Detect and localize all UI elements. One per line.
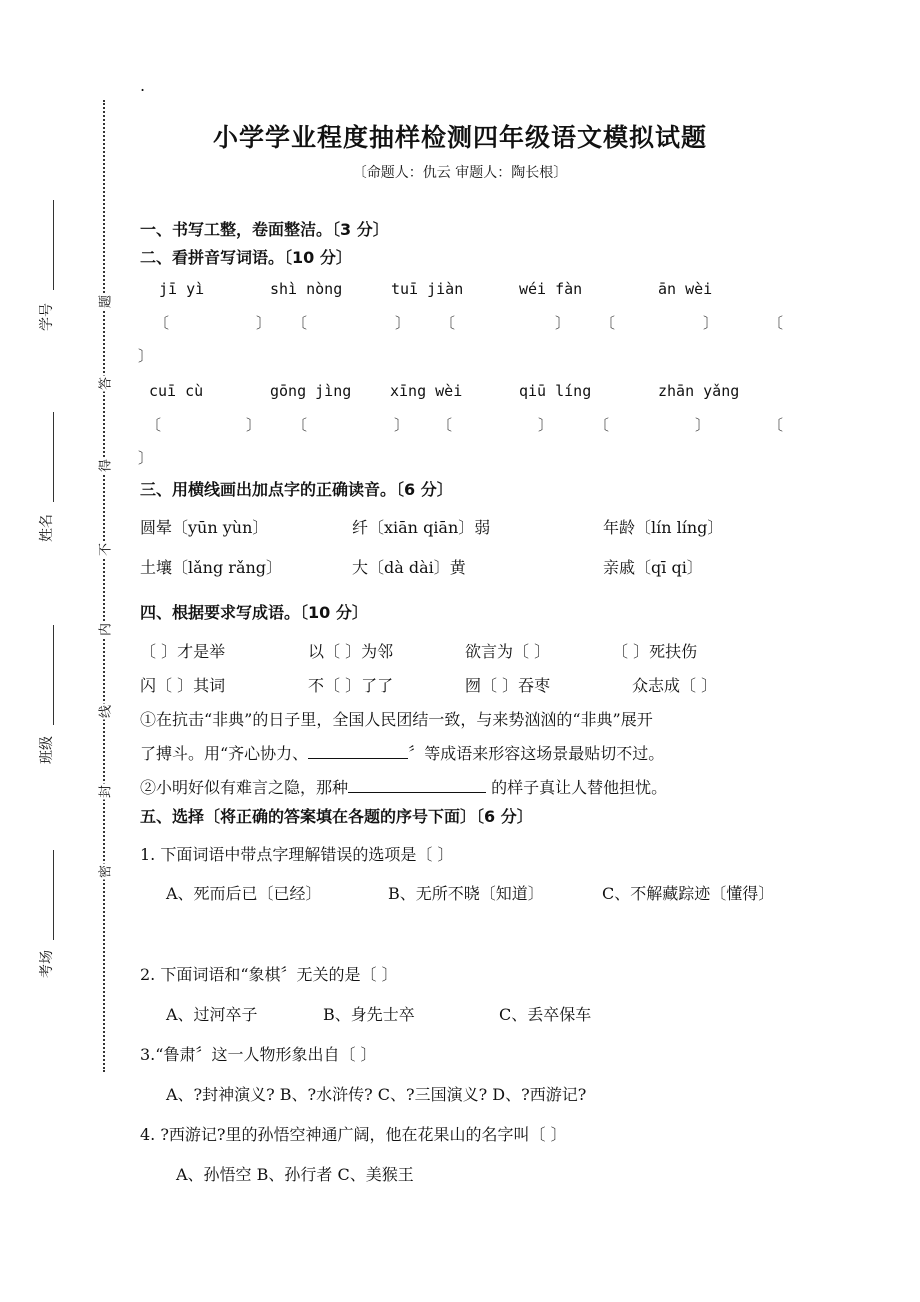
idiom-question-1-prefix: 了搏斗。用“齐心协力、 xyxy=(140,744,309,763)
seal-char: 得 xyxy=(95,458,114,474)
answer-bracket-close: 〕 xyxy=(256,314,272,332)
answer-bracket-open[interactable]: 〔 xyxy=(594,416,610,434)
choice-option: C、不解藏踪迹〔懂得〕 xyxy=(602,884,775,903)
choice-option: A、过河卒子 xyxy=(166,1005,258,1024)
answer-bracket-close: 〕 xyxy=(703,314,719,332)
pinyin-item: shì nòng xyxy=(270,280,343,298)
class-line xyxy=(53,625,54,725)
seal-char: 题 xyxy=(95,294,114,310)
pinyin-item: tuī jiàn xyxy=(391,280,464,298)
idiom-item[interactable]: 〔 〕死扶伤 xyxy=(612,642,698,661)
pinyin-item: gōng jìng xyxy=(270,382,352,400)
answer-bracket-open[interactable]: 〔 xyxy=(154,314,170,332)
answer-bracket-open[interactable]: 〔 xyxy=(146,416,162,434)
idiom-question-1-line1: ①在抗击“非典”的日子里，全国人民团结一致，与来势汹汹的“非典”展开 xyxy=(140,710,653,729)
answer-bracket-open[interactable]: 〔 xyxy=(292,416,308,434)
idiom-question-2 xyxy=(140,775,667,798)
page-title: 小学学业程度抽样检测四年级语文模拟试题 xyxy=(212,123,707,152)
pronunciation-item[interactable]: 大〔dà dài〕黄 xyxy=(352,558,466,577)
pronunciation-item[interactable]: 纤〔xiān qiān〕弱 xyxy=(352,518,491,537)
choice-option: A、死而后已〔已经〕 xyxy=(166,884,322,903)
idiom-item[interactable]: 不〔 〕了了 xyxy=(308,676,394,695)
idiom-item[interactable]: 以〔 〕为邻 xyxy=(308,642,394,661)
answer-bracket-close: 〕 xyxy=(138,347,154,365)
pinyin-item: xīng wèi xyxy=(390,382,463,400)
pronunciation-item[interactable]: 年龄〔lín líng〕 xyxy=(603,518,724,537)
idiom-question-1-blank[interactable] xyxy=(308,758,408,759)
pinyin-item: wéi fàn xyxy=(519,280,583,298)
pinyin-item: jī yì xyxy=(159,280,205,298)
answer-bracket-open[interactable]: 〔 xyxy=(600,314,616,332)
idiom-question-2-prefix: ②小明好似有难言之隐，那种 xyxy=(140,778,349,797)
choice-question-2[interactable]: 2. 下面词语和“象棋〞无关的是〔 〕 xyxy=(140,965,398,984)
idiom-item[interactable]: 欲言为〔 〕 xyxy=(465,642,551,661)
exam-room-line xyxy=(53,850,54,940)
pinyin-item: ān wèi xyxy=(658,280,713,298)
idiom-item[interactable]: 〔 〕才是举 xyxy=(140,642,226,661)
choice-option: B、身先士卒 xyxy=(323,1005,415,1024)
name-line xyxy=(53,412,54,502)
choice-question-3[interactable]: 3.“鲁肃〞这一人物形象出自〔 〕 xyxy=(140,1045,377,1064)
answer-bracket-close: 〕 xyxy=(555,314,571,332)
answer-bracket-open[interactable]: 〔 xyxy=(440,314,456,332)
section2-heading: 二、看拼音写词语。〔10 分〕 xyxy=(140,248,352,267)
answer-bracket-close: 〕 xyxy=(538,416,554,434)
choice-question-1[interactable]: 1. 下面词语中带点字理解错误的选项是〔 〕 xyxy=(140,845,454,864)
section1-heading: 一、书写工整，卷面整洁。〔3 分〕 xyxy=(140,220,389,239)
idiom-question-2-suffix: 的样子真让人替他担忧。 xyxy=(486,778,668,797)
choice-option: C、丢卒保车 xyxy=(499,1005,592,1024)
corner-dot: . xyxy=(140,76,146,95)
answer-bracket-close: 〕 xyxy=(138,449,154,467)
answer-bracket-close: 〕 xyxy=(395,314,411,332)
answer-bracket-close: 〕 xyxy=(695,416,711,434)
seal-char: 答 xyxy=(95,376,114,392)
student-id-line xyxy=(53,200,54,290)
answer-bracket-close: 〕 xyxy=(246,416,262,434)
choice-question-4[interactable]: 4. ?西游记?里的孙悟空神通广阔，他在花果山的名字叫〔 〕 xyxy=(140,1125,567,1144)
seal-char: 不 xyxy=(95,542,114,558)
choice-option: B、无所不晓〔知道〕 xyxy=(388,884,544,903)
pronunciation-item[interactable]: 圆晕〔yūn yùn〕 xyxy=(140,518,269,537)
pinyin-item: qiū líng xyxy=(519,382,592,400)
seal-char: 封 xyxy=(95,784,114,800)
idiom-question-1-line2 xyxy=(140,741,664,764)
pinyin-item: zhān yǎng xyxy=(658,382,740,400)
idiom-question-2-blank[interactable] xyxy=(348,792,486,793)
page-subtitle: 〔命题人：仇云 审题人：陶长根〕 xyxy=(352,165,568,181)
binding-margin xyxy=(0,0,130,1302)
idiom-item[interactable]: 囫〔 〕吞枣 xyxy=(465,676,551,695)
pronunciation-item[interactable]: 亲戚〔qī qi〕 xyxy=(603,558,703,577)
answer-bracket-open[interactable]: 〔 xyxy=(768,416,784,434)
seal-dotted-line xyxy=(103,100,105,1072)
pinyin-item: cuī cù xyxy=(149,382,204,400)
choice-options-4: A、孙悟空 B、孙行者 C、美猴王 xyxy=(176,1165,414,1184)
seal-char: 线 xyxy=(95,704,114,720)
answer-bracket-open[interactable]: 〔 xyxy=(768,314,784,332)
section4-heading: 四、根据要求写成语。〔10 分〕 xyxy=(140,603,368,622)
answer-bracket-open[interactable]: 〔 xyxy=(292,314,308,332)
class-label: 班级 xyxy=(39,736,55,764)
idiom-item[interactable]: 闪〔 〕其词 xyxy=(140,676,226,695)
answer-bracket-open[interactable]: 〔 xyxy=(437,416,453,434)
idiom-question-1-suffix: 〞等成语来形容这场景最贴切不过。 xyxy=(408,744,665,763)
section3-heading: 三、用横线画出加点字的正确读音。〔6 分〕 xyxy=(140,480,453,499)
seal-char: 密 xyxy=(95,864,114,880)
choice-options-3: A、?封神演义? B、?水浒传? C、?三国演义? D、?西游记? xyxy=(166,1085,587,1104)
seal-char: 内 xyxy=(95,622,114,638)
pronunciation-item[interactable]: 土壤〔lǎng rǎng〕 xyxy=(140,558,283,577)
exam-room-label: 考场 xyxy=(39,950,55,978)
section5-heading: 五、选择〔将正确的答案填在各题的序号下面〕〔6 分〕 xyxy=(140,807,533,826)
student-id-label: 学号 xyxy=(39,303,55,331)
answer-bracket-close: 〕 xyxy=(394,416,410,434)
idiom-item[interactable]: 众志成〔 〕 xyxy=(632,676,718,695)
name-label: 姓名 xyxy=(39,514,55,542)
